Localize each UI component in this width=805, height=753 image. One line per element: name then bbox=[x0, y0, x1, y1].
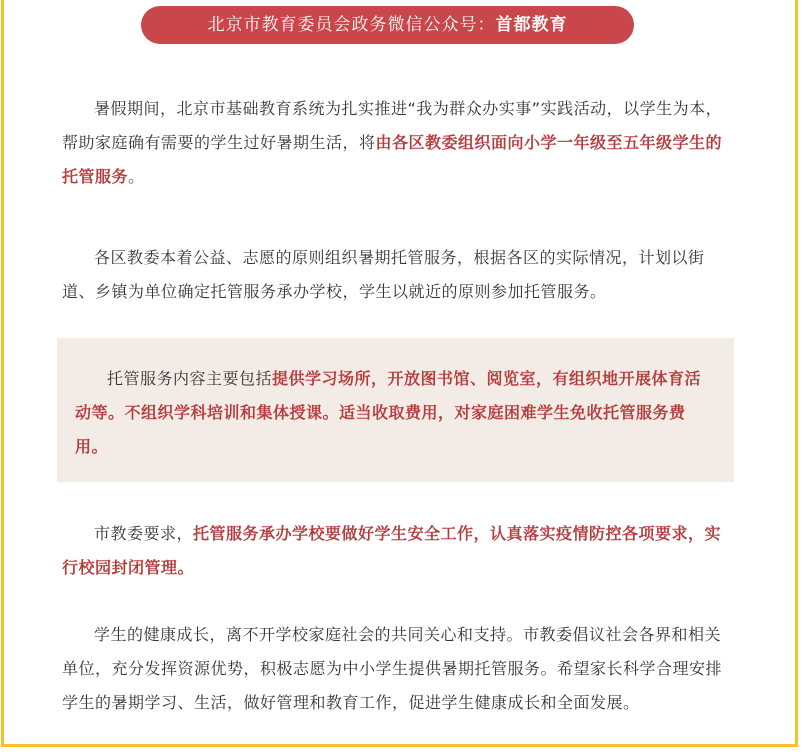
account-header-banner bbox=[141, 6, 634, 44]
paragraph-1-tail: 。 bbox=[128, 167, 145, 186]
paragraph-1-text: 暑假期间，北京市基础教育系统为扎实推进“我为群众办实事”实践活动，以学生为本，帮助家庭确有需要的学生过好暑期生活，将 bbox=[62, 99, 723, 152]
callout-paragraph bbox=[75, 362, 715, 464]
service-content-callout bbox=[57, 338, 734, 482]
paragraph-3-highlight: 托管服务承办学校要做好学生安全工作，认真落实疫情防控各项要求，实行校园封闭管理。 bbox=[62, 524, 722, 577]
callout-highlight: 提供学习场所，开放图书馆、阅览室，有组织地开展体育活动等。不组织学科培训和集体授课。适当收取费用，对家庭困难学生免收托管服务费用。 bbox=[75, 369, 702, 456]
header-account-name: 首都教育 bbox=[495, 15, 568, 35]
paragraph-4-text: 学生的健康成长，离不开学校家庭社会的共同关心和支持。市教委倡议社会各界和相关单位，充分发挥资源优势，积极志愿为中小学生提供暑期托管服务。希望家长科学合理安排学生的暑期学习、生活，做好管理和教育工作，促进学生健康成长和全面发展。 bbox=[62, 625, 723, 712]
article-frame bbox=[1, 0, 798, 747]
paragraph-2 bbox=[62, 241, 734, 309]
paragraph-4 bbox=[62, 618, 734, 720]
paragraph-3 bbox=[62, 517, 734, 585]
paragraph-1-highlight: 由各区教委组织面向小学一年级至五年级学生的托管服务 bbox=[62, 133, 723, 186]
paragraph-2-text: 各区教委本着公益、志愿的原则组织暑期托管服务，根据各区的实际情况，计划以街道、乡镇为单位确定托管服务承办学校，学生以就近的原则参加托管服务。 bbox=[62, 248, 705, 301]
paragraph-1 bbox=[62, 92, 734, 194]
callout-text: 托管服务内容主要包括 bbox=[107, 369, 273, 388]
paragraph-3-text: 市教委要求， bbox=[94, 524, 194, 543]
header-prefix: 北京市教育委员会政务微信公众号： bbox=[207, 15, 496, 35]
